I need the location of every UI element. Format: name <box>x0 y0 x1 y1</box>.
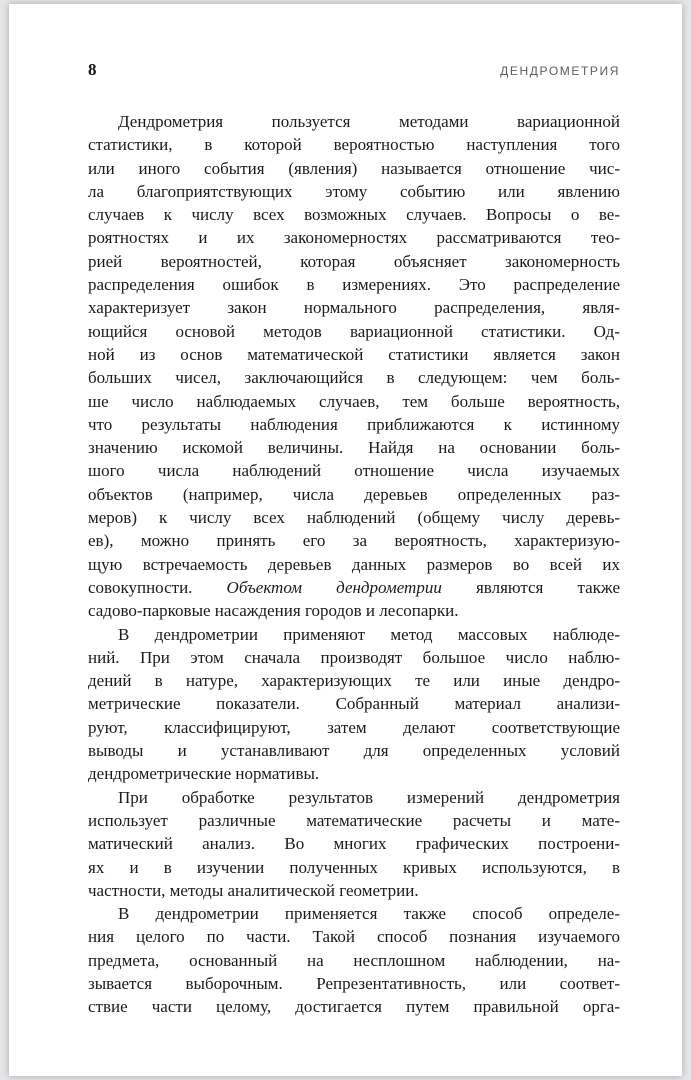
text-line: или иного события (явления) называется отношение чис- <box>88 158 620 178</box>
text-segment: совокупности. <box>88 577 227 597</box>
text-line: дений в натуре, характеризующих те или иные дендро- <box>88 671 620 691</box>
text-line: При обработке результатов измерений дендрометрия <box>118 787 620 807</box>
text-line: зывается выборочным. Репрезентативность, или соответ- <box>88 973 620 993</box>
text-line: случаев к числу всех возможных случаев. Вопросы о ве- <box>88 205 620 225</box>
page-number: 8 <box>88 60 97 79</box>
text-line: ев), можно принять его за вероятность, характеризую- <box>88 531 620 551</box>
book-page <box>9 4 682 1076</box>
text-line: объектов (например, числа деревьев определенных раз- <box>88 484 620 504</box>
text-line: что результаты наблюдения приближаются к истинному <box>88 414 620 434</box>
text-line: ния целого по части. Такой способ познания изучаемого <box>88 927 620 947</box>
text-line: ющийся основой методов вариационной статистики. Од- <box>88 321 620 341</box>
text-line: значению искомой величины. Найдя на основании боль- <box>88 438 620 458</box>
text-block <box>88 110 620 1019</box>
text-line: В дендрометрии применяется также способ определе- <box>118 904 620 924</box>
text-line: Дендрометрия пользуется методами вариационной <box>118 112 620 131</box>
text-line: предмета, основанный на несплошном наблюдении, на- <box>88 950 620 970</box>
text-line: рией вероятностей, которая объясняет закономерность <box>88 251 620 271</box>
text-line: характеризует закон нормального распределения, явля- <box>88 298 620 318</box>
text-line: садово-парковые насаждения городов и лесопарки. <box>88 601 459 621</box>
text-line <box>88 576 620 599</box>
text-line: частности, методы аналитической геометрии. <box>88 880 419 900</box>
text-line: ла благоприятствующих этому событию или явлению <box>88 181 620 201</box>
text-line: меров) к числу всех наблюдений (общему числу деревь- <box>88 508 620 528</box>
text-line: роятностях и их закономерностях рассматриваются тео- <box>88 228 620 248</box>
text-line: щую встречаемость деревьев данных размеров во всей их <box>88 554 620 574</box>
text-line: использует различные математические расчеты и мате- <box>88 810 620 830</box>
text-line: дендрометрические нормативы. <box>88 764 320 784</box>
text-line: выводы и устанавливают для определенных условий <box>88 741 620 761</box>
italic-term: Объектом дендрометрии <box>226 577 442 597</box>
text-line: ях и в изучении полученных кривых используются, в <box>88 857 620 877</box>
text-line: ствие части целому, достигается путем правильной орга- <box>88 997 620 1017</box>
running-head <box>88 60 620 80</box>
text-line: статистики, в которой вероятностью наступления того <box>88 135 620 155</box>
text-line: ний. При этом сначала производят большое число наблю- <box>88 647 620 667</box>
text-line: ной из основ математической статистики является закон <box>88 344 620 364</box>
text-segment: являются также <box>441 577 620 597</box>
text-line: больших чисел, заключающийся в следующем: чем боль- <box>88 368 620 388</box>
text-line: распределения ошибок в измерениях. Это распределение <box>88 275 620 295</box>
chapter-header: ДЕНДРОМЕТРИЯ <box>500 64 620 78</box>
text-line: руют, классифицируют, затем делают соответствующие <box>88 717 620 737</box>
text-line: В дендрометрии применяют метод массовых наблюде- <box>118 624 620 644</box>
text-line: шого числа наблюдений отношение числа изучаемых <box>88 461 620 481</box>
text-line: матический анализ. Во многих графических построени- <box>88 834 620 854</box>
text-line: ше число наблюдаемых случаев, тем больше вероятность, <box>88 391 620 411</box>
text-line: метрические показатели. Собранный материал анализи- <box>88 694 620 714</box>
